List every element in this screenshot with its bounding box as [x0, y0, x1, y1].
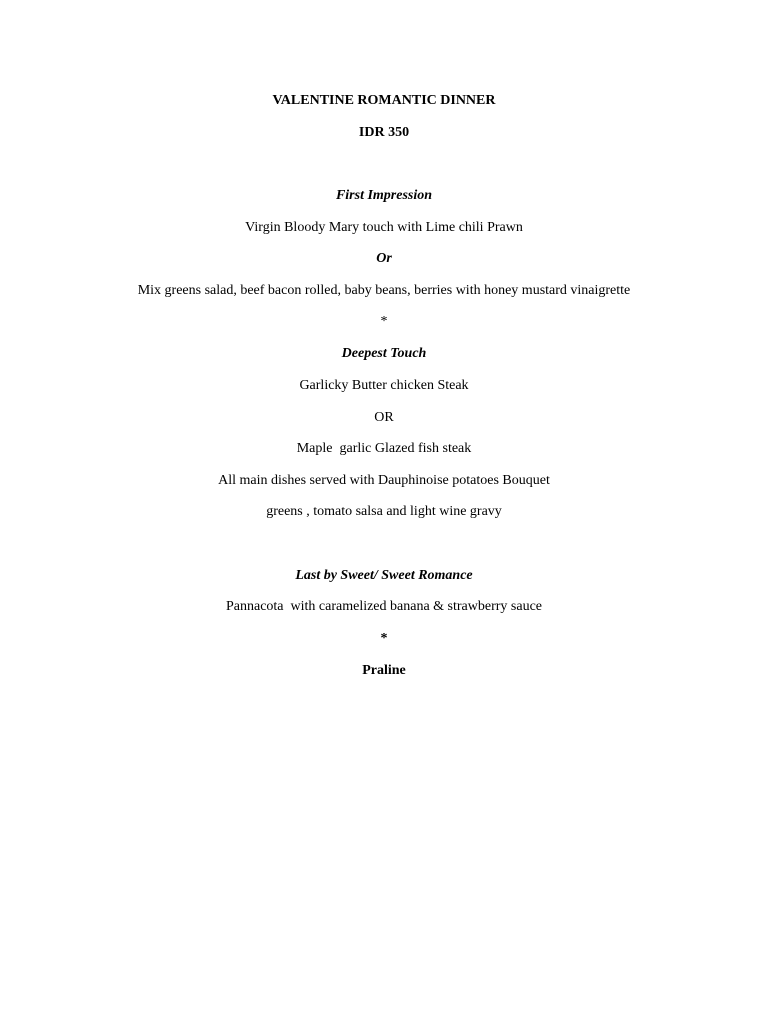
course2-heading: Deepest Touch — [341, 346, 427, 361]
course3-divider: * — [380, 631, 388, 646]
menu-price: IDR 350 — [358, 125, 410, 140]
course1-separator: Or — [376, 251, 392, 266]
course2-option1: Garlicky Butter chicken Steak — [299, 378, 469, 393]
menu-title: VALENTINE ROMANTIC DINNER — [272, 93, 496, 108]
course1-option2: Mix greens salad, beef bacon rolled, baby beans, berries with honey mustard vinaigrette — [137, 283, 631, 298]
course3-option1: Pannacota with caramelized banana & strawberry sauce — [225, 599, 543, 614]
course2-note-line2: greens , tomato salsa and light wine gravy — [266, 504, 502, 519]
course1-heading: First Impression — [335, 188, 433, 203]
course3-heading: Last by Sweet/ Sweet Romance — [295, 568, 473, 583]
course1-divider: * — [380, 314, 388, 329]
course2-separator: OR — [374, 410, 394, 425]
course2-note-line1: All main dishes served with Dauphinoise potatoes Bouquet — [218, 473, 550, 488]
course1-option1: Virgin Bloody Mary touch with Lime chili Prawn — [245, 220, 523, 235]
course3-closing: Praline — [362, 663, 406, 678]
course2-option2: Maple garlic Glazed fish steak — [296, 441, 472, 456]
